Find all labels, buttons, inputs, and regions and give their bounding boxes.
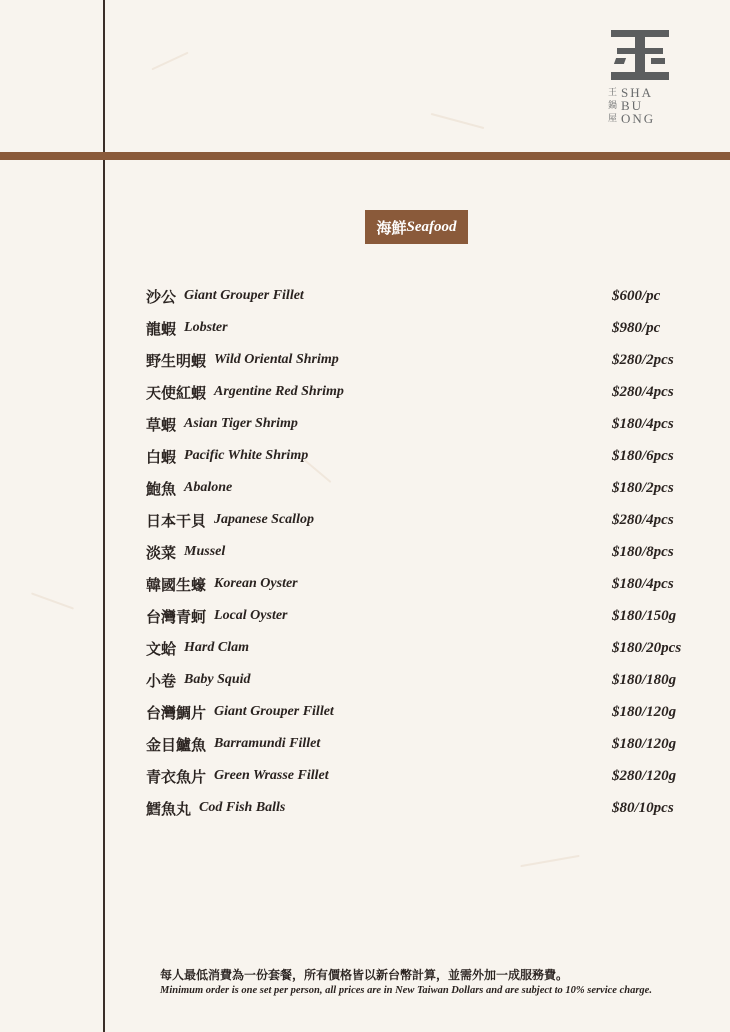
logo-wordmark: 王 SHA 鍋 BU 屋 ONG — [608, 85, 656, 126]
menu-item — [146, 600, 686, 632]
menu-item — [146, 664, 686, 696]
item-price: $180/4pcs — [612, 415, 674, 432]
item-price: $180/8pcs — [612, 543, 674, 560]
item-name-en: Pacific White Shrimp — [184, 448, 309, 463]
item-price: $180/4pcs — [612, 575, 674, 592]
item-name-zh: 鮑魚 — [146, 481, 177, 498]
item-price: $180/120g — [612, 735, 677, 752]
item-price: $280/4pcs — [612, 383, 674, 400]
item-price: $180/150g — [612, 607, 677, 624]
item-price: $180/20pcs — [612, 639, 682, 656]
menu-item — [146, 440, 686, 472]
menu-item — [146, 504, 686, 536]
menu-item — [146, 472, 686, 504]
logo-mark-icon — [611, 30, 669, 82]
menu-item — [146, 344, 686, 376]
menu-list — [146, 280, 686, 824]
item-name-zh: 野生明蝦 — [146, 353, 207, 370]
paper-texture — [520, 855, 579, 867]
menu-item — [146, 792, 686, 824]
item-name-en: Local Oyster — [214, 608, 288, 623]
item-name-zh: 文蛤 — [146, 641, 177, 658]
item-name-en: Baby Squid — [184, 672, 251, 687]
item-name-en: Cod Fish Balls — [199, 800, 286, 815]
item-price: $80/10pcs — [612, 799, 674, 816]
menu-item — [146, 728, 686, 760]
item-name-en: Green Wrasse Fillet — [214, 768, 329, 783]
menu-item — [146, 408, 686, 440]
menu-item — [146, 536, 686, 568]
item-name-zh: 韓國生蠔 — [146, 577, 207, 594]
item-name-en: Giant Grouper Fillet — [214, 704, 334, 719]
menu-item — [146, 632, 686, 664]
section-title-en: Seafood — [406, 218, 457, 235]
item-name-zh: 淡菜 — [146, 545, 177, 562]
item-name-en: Argentine Red Shrimp — [214, 384, 344, 399]
item-name-en: Abalone — [184, 480, 233, 495]
paper-texture — [31, 592, 74, 609]
item-name-en: Korean Oyster — [214, 576, 298, 591]
item-name-zh: 日本干貝 — [146, 513, 207, 530]
section-title-zh: 海鮮 — [376, 220, 407, 237]
item-name-zh: 台灣鯛片 — [146, 705, 207, 722]
item-price: $600/pc — [612, 287, 661, 304]
menu-item — [146, 312, 686, 344]
item-name-zh: 金目鱸魚 — [146, 737, 207, 754]
menu-item — [146, 568, 686, 600]
paper-texture — [431, 113, 485, 129]
header-band — [0, 152, 730, 160]
item-name-en: Hard Clam — [184, 640, 249, 655]
paper-texture — [151, 52, 188, 71]
item-name-zh: 青衣魚片 — [146, 769, 207, 786]
footer-note-en: Minimum order is one set per person, all prices are in New Taiwan Dollars and are subject to 10% service charge. — [160, 985, 652, 996]
item-name-zh: 白蝦 — [146, 449, 177, 466]
section-title — [365, 210, 468, 244]
footer-note — [160, 966, 700, 996]
item-name-zh: 龍蝦 — [146, 321, 177, 338]
item-name-zh: 鱈魚丸 — [146, 801, 192, 818]
item-price: $280/4pcs — [612, 511, 674, 528]
item-name-zh: 小卷 — [146, 673, 177, 690]
item-name-en: Barramundi Fillet — [214, 736, 321, 751]
item-name-zh: 台灣青蚵 — [146, 609, 207, 626]
item-name-en: Lobster — [184, 320, 228, 335]
item-name-zh: 草蝦 — [146, 417, 177, 434]
menu-item — [146, 280, 686, 312]
footer-note-zh: 每人最低消費為一份套餐，所有價格皆以新台幣計算，並需外加一成服務費。 — [160, 968, 569, 982]
item-price: $180/2pcs — [612, 479, 674, 496]
item-price: $180/6pcs — [612, 447, 674, 464]
item-price: $180/180g — [612, 671, 677, 688]
menu-item — [146, 376, 686, 408]
item-name-en: Giant Grouper Fillet — [184, 288, 304, 303]
item-name-en: Asian Tiger Shrimp — [184, 416, 298, 431]
menu-item — [146, 760, 686, 792]
item-name-zh: 天使紅蝦 — [146, 385, 207, 402]
item-price: $280/120g — [612, 767, 677, 784]
item-name-en: Mussel — [184, 544, 226, 559]
item-price: $180/120g — [612, 703, 677, 720]
item-name-zh: 沙公 — [146, 289, 177, 306]
menu-item — [146, 696, 686, 728]
item-name-en: Wild Oriental Shrimp — [214, 352, 339, 367]
item-price: $980/pc — [612, 319, 661, 336]
item-price: $280/2pcs — [612, 351, 674, 368]
brand-logo — [608, 30, 672, 125]
item-name-en: Japanese Scallop — [214, 512, 314, 527]
